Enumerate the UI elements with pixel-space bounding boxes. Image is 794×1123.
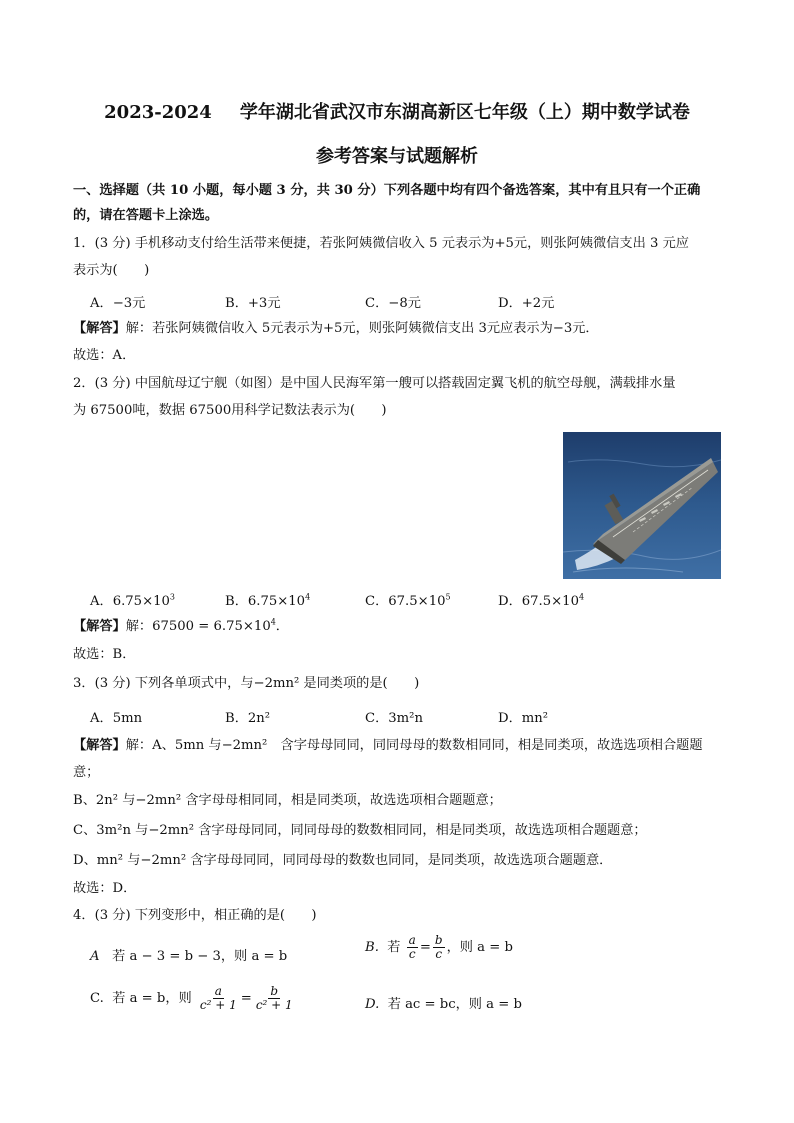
- q3-choice: 故选：D．: [73, 881, 137, 896]
- q1-option-d: D．+2元: [498, 296, 555, 311]
- q1-option-c: C．−8元: [365, 296, 421, 311]
- q2-stem-line2: 为 67500吨，数据 67500用科学记数法表示为( ): [73, 403, 387, 418]
- q3-answer-line5: D、mn² 与−2mn² 含字母母同同，同同母母的数数也同同，是同类项，故选选项合题题意．: [73, 853, 613, 868]
- q2-option-c: C．$67.5\times 10^5$: [365, 592, 451, 609]
- q3-answer-text1: 解：A、5mn 与−2mn² 含字母母同同，同同母母的数数相同同，相是同类项，故选选项相合题题: [125, 738, 703, 753]
- q4-option-d: D. 若 ac = bc，则 a = b: [365, 997, 522, 1012]
- q1-answer: [73, 320, 599, 338]
- q3-stem: 3．(3 分) 下列各单项式中，与−2mn² 是同类项的是( ): [73, 676, 420, 691]
- q3-option-d: D．mn²: [498, 711, 549, 726]
- q3-answer-line2: 意；: [73, 765, 100, 780]
- q4-stem: 4．(3 分) 下列变形中，相正确的是( ): [73, 908, 317, 923]
- q1-option-a: A．−3元: [90, 296, 146, 311]
- q3-option-b: B．2n²: [225, 711, 271, 726]
- answer-tag: 【解答】: [73, 738, 126, 753]
- q2-option-d: D．$67.5\times 10^4$: [498, 592, 585, 609]
- q3-answer-line3: B、2n² 与−2mn² 含字母母相同同，相是同类项，故选选项相合题题意；: [73, 793, 502, 808]
- q4-option-a: A 若 a − 3 = b − 3，则 a = b: [90, 949, 288, 964]
- q2-answer-text: 解：67500 = 6.75×10: [125, 619, 271, 634]
- q3-option-c: C．3m²n: [365, 711, 423, 726]
- q4-option-c: C. 若 a = b，则 $\frac{a}{\text{c² + 1}}$ = $\frac{b}{\text{c² + 1}}$: [90, 984, 293, 1012]
- q1-stem-line1: 1．(3 分) 手机移动支付给生活带来便捷，若张阿姨微信收入 5 元表示为+5元，则张阿姨微信支出 3 元应: [73, 236, 689, 251]
- q1-stem-line2: 表示为( ): [73, 263, 150, 278]
- q3-answer-line4: C、3m²n 与−2mn² 含字母母同同，同同母母的数数相同同，相是同类项，故选选项相合题题意；: [73, 823, 647, 838]
- page-title: [0, 98, 794, 124]
- section-heading-line2: 的，请在答题卡上涂选。: [73, 208, 219, 223]
- fraction-a-over-c2: $\frac{a}{\text{c² + 1}}$: [199, 984, 237, 1012]
- q3-answer-line1: [73, 737, 703, 755]
- title-main: 学年湖北省武汉市东湖高新区七年级（上）期中数学试卷: [239, 102, 690, 123]
- aircraft-carrier-photo: [563, 432, 721, 579]
- q4-option-b: B. 若 $\frac{a}{c}$ = $\frac{b}{c}$ ，则 a = b: [365, 933, 513, 961]
- q1-answer-text: 解：若张阿姨微信收入 5元表示为+5元，则张阿姨微信支出 3元应表示为−3元．: [125, 321, 599, 336]
- answer-tag: 【解答】: [73, 619, 126, 634]
- page-subtitle: 参考答案与试题解析: [316, 146, 478, 167]
- q1-choice: 故选：A．: [73, 348, 136, 363]
- q3-option-a: A．5mn: [90, 711, 143, 726]
- aircraft-carrier-icon: [563, 432, 721, 579]
- section-heading-line1: 一、选择题（共 10 小题，每小题 3 分，共 30 分）下列各题中均有四个备选答案，其中有且只有一个正确: [73, 183, 701, 198]
- answer-tag: 【解答】: [73, 321, 126, 336]
- q2-option-b: B．$6.75\times 10^4$: [225, 592, 311, 609]
- q2-answer: 【解答】解：$67500 = 6.75\times 10^4$．: [73, 617, 289, 634]
- title-year: 2023-2024: [104, 102, 212, 123]
- fraction-b-over-c2: $\frac{b}{\text{c² + 1}}$: [255, 984, 293, 1012]
- fraction-b-over-c: $\frac{b}{c}$: [434, 933, 443, 961]
- fraction-a-over-c: $\frac{a}{c}$: [408, 933, 416, 961]
- q2-option-a: A．$6.75\times 10^3$: [90, 592, 175, 609]
- q1-option-b: B．+3元: [225, 296, 281, 311]
- q2-choice: 故选：B．: [73, 647, 136, 662]
- q2-stem-line1: 2．(3 分) 中国航母辽宁舰（如图）是中国人民海军第一艘可以搭载固定翼飞机的航空母舰，满载排水量: [73, 376, 676, 391]
